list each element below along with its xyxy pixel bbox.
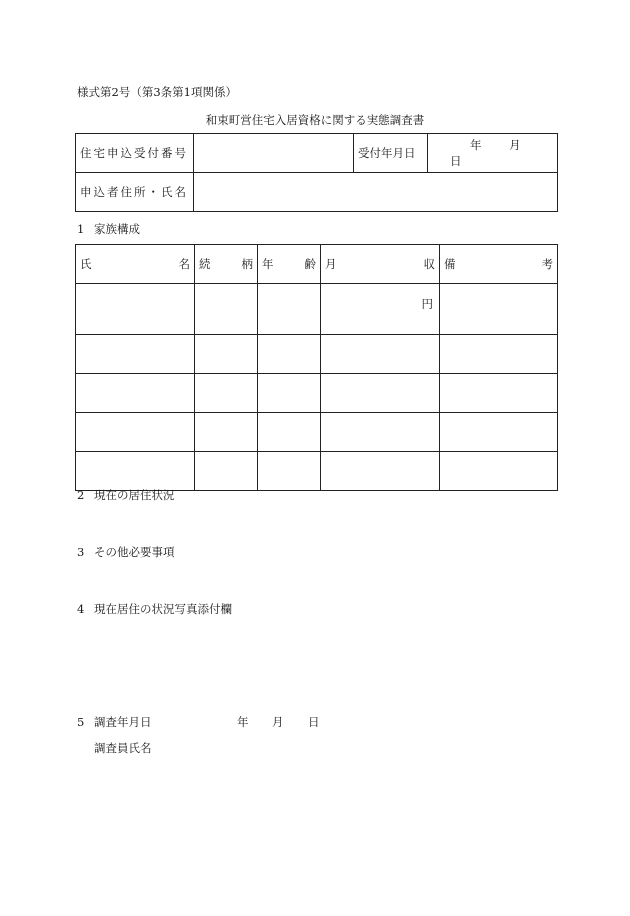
cell-relation[interactable] (195, 284, 258, 335)
section-number: 4 (77, 602, 85, 616)
cell-age[interactable] (258, 413, 321, 452)
section-number: 5 (77, 715, 85, 729)
section-1-heading (77, 221, 140, 237)
receipt-date-label: 受付年月日 (354, 134, 428, 173)
table-row (76, 452, 558, 491)
survey-date-month: 月 (272, 715, 284, 729)
table-row (76, 134, 558, 173)
section-title: 家族構成 (94, 222, 140, 236)
section-title: 現在の居住状況 (94, 488, 175, 502)
cell-name[interactable] (76, 374, 195, 413)
cell-relation[interactable] (195, 335, 258, 374)
cell-income[interactable] (321, 335, 440, 374)
table-row (76, 284, 558, 335)
investigator-name-label: 調査員氏名 (94, 741, 152, 755)
cell-age[interactable] (258, 284, 321, 335)
receipt-date-day: 日 (450, 154, 462, 168)
section-5-heading (77, 714, 152, 730)
col-header-relation: 続 柄 (195, 245, 258, 284)
cell-income[interactable] (321, 374, 440, 413)
cell-age[interactable] (258, 374, 321, 413)
applicant-label: 申込者住所・氏名 (76, 173, 194, 212)
receipt-number-field[interactable] (194, 134, 354, 173)
document-title: 和束町営住宅入居資格に関する実態調査書 (205, 113, 425, 127)
receipt-date-year: 年 (470, 138, 482, 152)
table-row (76, 173, 558, 212)
receipt-number-label: 住宅申込受付番号 (76, 134, 194, 173)
section-number: 1 (77, 222, 85, 236)
table-row (76, 413, 558, 452)
section-title: その他必要事項 (94, 545, 175, 559)
cell-income[interactable] (321, 284, 440, 335)
yen-unit: 円 (421, 297, 433, 311)
col-header-age: 年 齢 (258, 245, 321, 284)
survey-date-label: 調査年月日 (94, 715, 152, 729)
family-table (75, 244, 558, 491)
cell-name[interactable] (76, 284, 195, 335)
cell-remarks[interactable] (440, 284, 558, 335)
cell-remarks[interactable] (440, 374, 558, 413)
form-number: 様式第2号（第3条第1項関係） (77, 85, 237, 99)
application-info-table (75, 133, 558, 212)
table-header-row (76, 245, 558, 284)
section-3-heading (77, 544, 175, 560)
survey-date-day: 日 (308, 715, 320, 729)
cell-age[interactable] (258, 452, 321, 491)
receipt-date-field[interactable] (428, 134, 558, 173)
col-header-name: 氏 名 (76, 245, 195, 284)
cell-name[interactable] (76, 335, 195, 374)
section-number: 3 (77, 545, 85, 559)
survey-date-year: 年 (237, 715, 249, 729)
table-row (76, 374, 558, 413)
section-2-heading (77, 487, 175, 503)
cell-name[interactable] (76, 413, 195, 452)
cell-relation[interactable] (195, 413, 258, 452)
section-number: 2 (77, 488, 85, 502)
section-4-heading (77, 601, 232, 617)
applicant-field[interactable] (194, 173, 558, 212)
cell-relation[interactable] (195, 374, 258, 413)
cell-relation[interactable] (195, 452, 258, 491)
cell-remarks[interactable] (440, 413, 558, 452)
receipt-date-month: 月 (509, 138, 521, 152)
cell-income[interactable] (321, 413, 440, 452)
cell-remarks[interactable] (440, 452, 558, 491)
cell-remarks[interactable] (440, 335, 558, 374)
table-row (76, 335, 558, 374)
col-header-remarks: 備 考 (440, 245, 558, 284)
cell-age[interactable] (258, 335, 321, 374)
cell-name[interactable] (76, 452, 195, 491)
section-title: 現在居住の状況写真添付欄 (94, 602, 232, 616)
col-header-income: 月 収 (321, 245, 440, 284)
cell-income[interactable] (321, 452, 440, 491)
